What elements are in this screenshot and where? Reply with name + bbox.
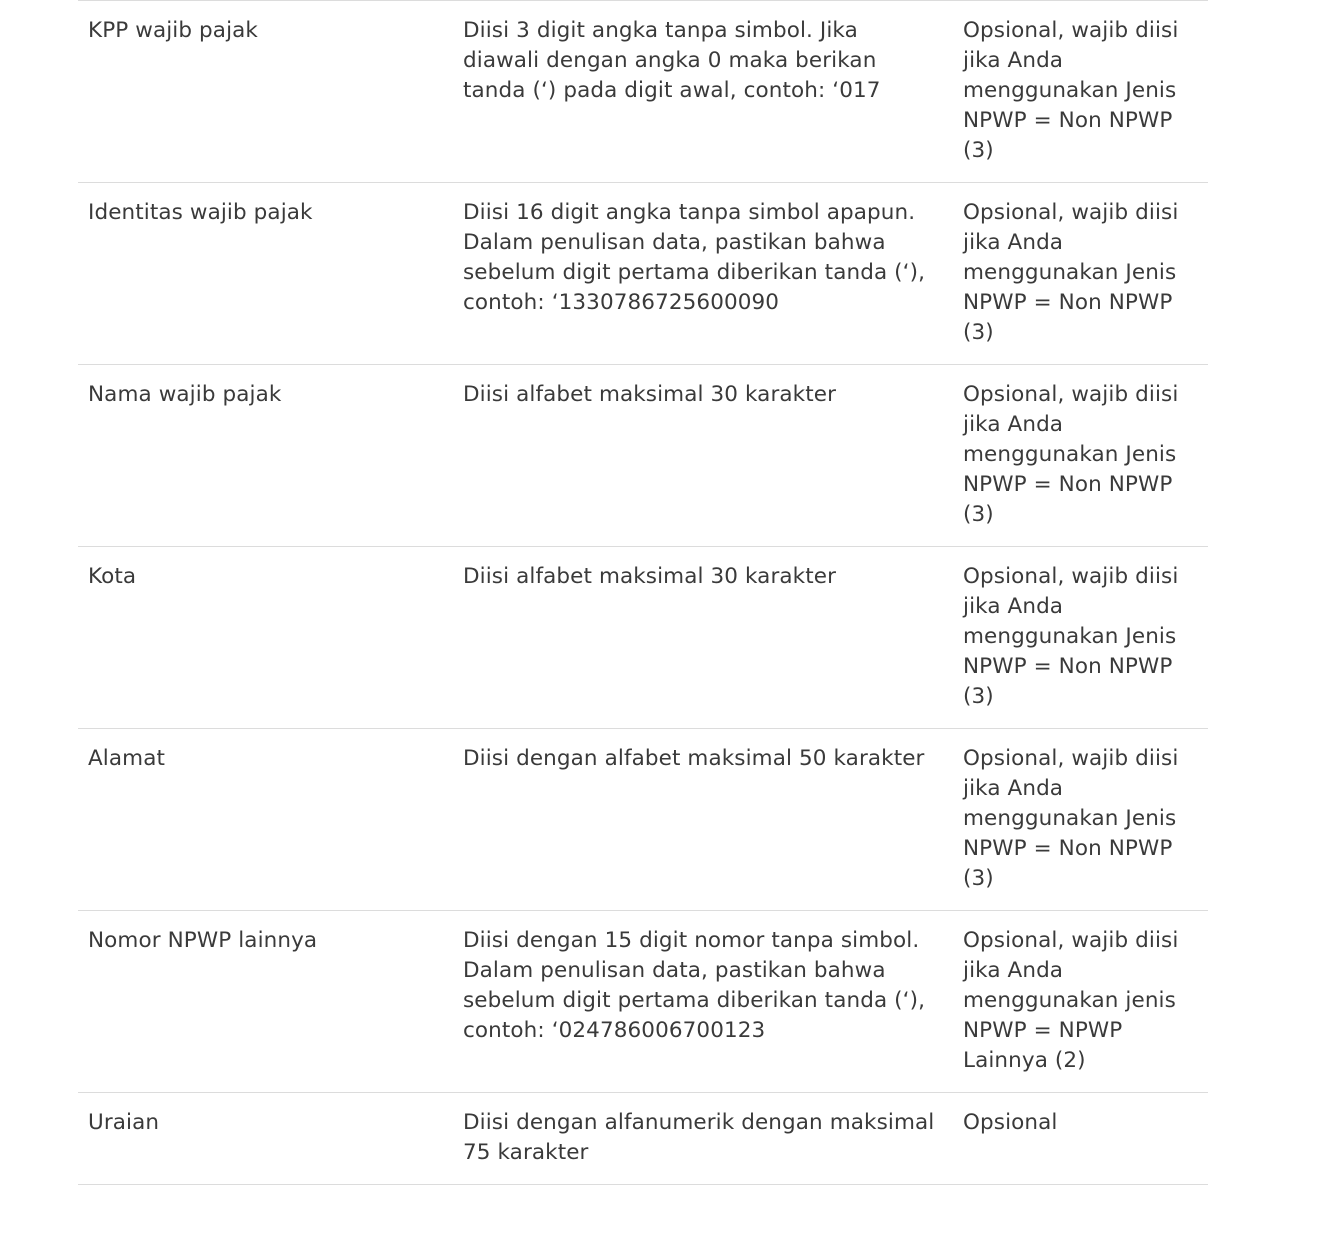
field-requirement-cell: Opsional, wajib diisi jika Anda menggunakan Jenis NPWP = Non NPWP (3): [963, 746, 1179, 891]
field-description-cell: Diisi dengan 15 digit nomor tanpa simbol. Dalam penulisan data, pastikan bahwa sebelum digit pertama diberikan tanda (‘), contoh: ‘024786006700123: [463, 928, 926, 1043]
field-name-cell: KPP wajib pajak: [88, 18, 258, 43]
field-name-cell: Nama wajib pajak: [88, 382, 282, 407]
field-name-cell: Kota: [88, 564, 137, 589]
field-description-cell: Diisi dengan alfanumerik dengan maksimal 75 karakter: [463, 1110, 935, 1165]
field-requirement-cell: Opsional, wajib diisi jika Anda menggunakan jenis NPWP = NPWP Lainnya (2): [963, 928, 1179, 1073]
field-name-cell: Uraian: [88, 1110, 160, 1135]
table-row: [78, 1093, 1208, 1185]
table-row: [78, 365, 1208, 547]
field-requirement-cell: Opsional, wajib diisi jika Anda menggunakan Jenis NPWP = Non NPWP (3): [963, 18, 1179, 163]
field-requirement-cell: Opsional: [963, 1110, 1058, 1135]
table-row: [78, 729, 1208, 911]
field-description-cell: Diisi dengan alfabet maksimal 50 karakter: [463, 746, 925, 771]
field-spec-table: [78, 0, 1208, 1185]
field-name-cell: Identitas wajib pajak: [88, 200, 313, 225]
field-name-cell: Nomor NPWP lainnya: [88, 928, 318, 953]
table-row: [78, 547, 1208, 729]
field-requirement-cell: Opsional, wajib diisi jika Anda menggunakan Jenis NPWP = Non NPWP (3): [963, 382, 1179, 527]
field-description-cell: Diisi alfabet maksimal 30 karakter: [463, 564, 837, 589]
field-description-cell: Diisi 16 digit angka tanpa simbol apapun. Dalam penulisan data, pastikan bahwa sebelum digit pertama diberikan tanda (‘), contoh: ‘1330786725600090: [463, 200, 926, 315]
field-description-cell: Diisi alfabet maksimal 30 karakter: [463, 382, 837, 407]
field-requirement-cell: Opsional, wajib diisi jika Anda menggunakan Jenis NPWP = Non NPWP (3): [963, 564, 1179, 709]
field-description-cell: Diisi 3 digit angka tanpa simbol. Jika diawali dengan angka 0 maka berikan tanda (‘) pada digit awal, contoh: ‘017: [463, 18, 881, 103]
table-row: [78, 183, 1208, 365]
table-row: [78, 911, 1208, 1093]
field-name-cell: Alamat: [88, 746, 166, 771]
table-row: [78, 1, 1208, 183]
field-requirement-cell: Opsional, wajib diisi jika Anda menggunakan Jenis NPWP = Non NPWP (3): [963, 200, 1179, 345]
